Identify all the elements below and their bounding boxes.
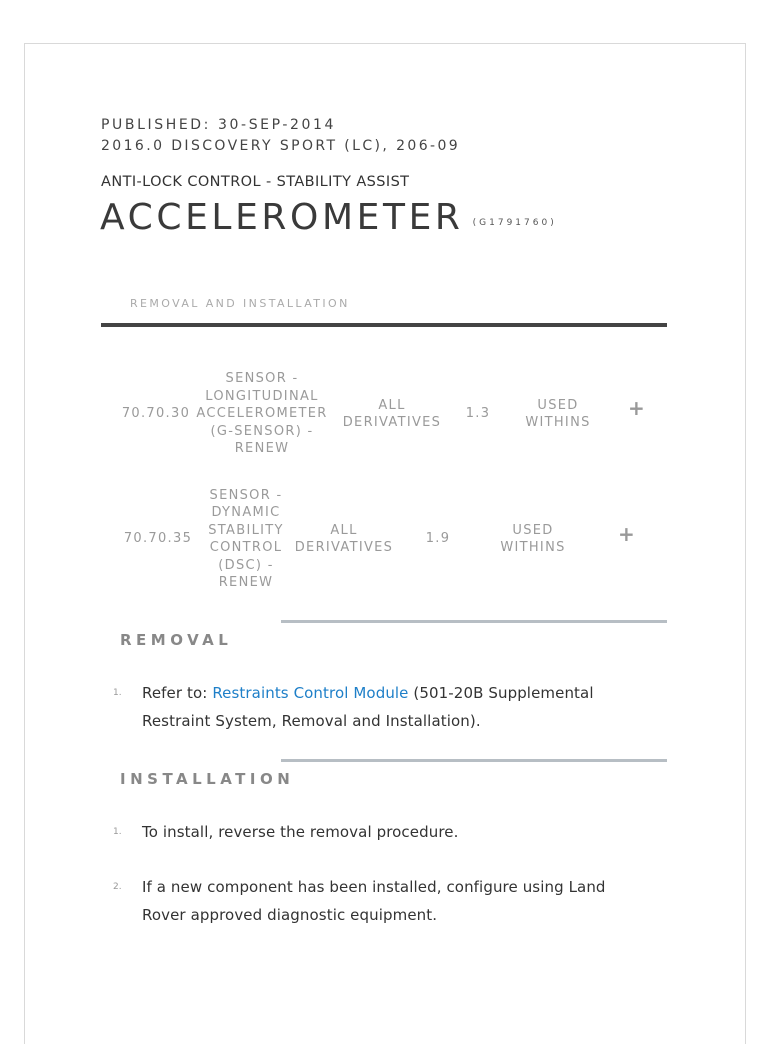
operation-applicability: ALL DERIVATIVES (294, 522, 394, 555)
removal-section-rule (101, 620, 667, 623)
vehicle-model: 2016.0 DISCOVERY SPORT (LC), 206-09 (101, 138, 461, 154)
operation-applicability: ALL DERIVATIVES (342, 397, 442, 430)
step-number: 1. (113, 688, 122, 698)
removal-installation-label: REMOVAL AND INSTALLATION (130, 297, 350, 310)
expand-plus-icon[interactable]: + (618, 522, 637, 546)
restraints-control-module-link[interactable]: Restraints Control Module (212, 684, 409, 702)
published-date: PUBLISHED: 30-SEP-2014 (101, 117, 337, 133)
expand-plus-icon[interactable]: + (628, 396, 647, 420)
page-title: ACCELEROMETER (100, 197, 464, 238)
installation-heading: INSTALLATION (120, 770, 295, 788)
step-number: 1. (113, 827, 122, 837)
operation-code: 70.70.35 (123, 531, 193, 547)
operation-description: SENSOR - LONGITUDINAL ACCELEROMETER (G-SENSOR) - RENEW (196, 371, 328, 457)
installation-section-rule (101, 759, 667, 762)
operation-withins: USED WITHINS (525, 397, 591, 430)
operation-withins: USED WITHINS (500, 522, 566, 555)
removal-heading: REMOVAL (120, 631, 233, 649)
operation-code: 70.70.30 (121, 406, 191, 422)
operation-description: SENSOR - DYNAMIC STABILITY CONTROL (DSC) - RENEW (208, 487, 284, 590)
removal-step-text: Refer to: Restraints Control Module (501-20B Supplemental Restraint System, Removal and Installation). (142, 684, 594, 730)
step-number: 2. (113, 882, 122, 892)
operation-time: 1.9 (425, 531, 451, 547)
section-name: ANTI-LOCK CONTROL - STABILITY ASSIST (101, 174, 410, 190)
heading-rule (101, 323, 667, 327)
operation-time: 1.3 (465, 406, 491, 422)
document-id: (G1791760) (472, 218, 557, 228)
title-row (100, 197, 557, 238)
installation-step-text: To install, reverse the removal procedure. (142, 823, 459, 841)
installation-step-text: If a new component has been installed, configure using Land Rover approved diagnostic equipment. (142, 878, 606, 924)
